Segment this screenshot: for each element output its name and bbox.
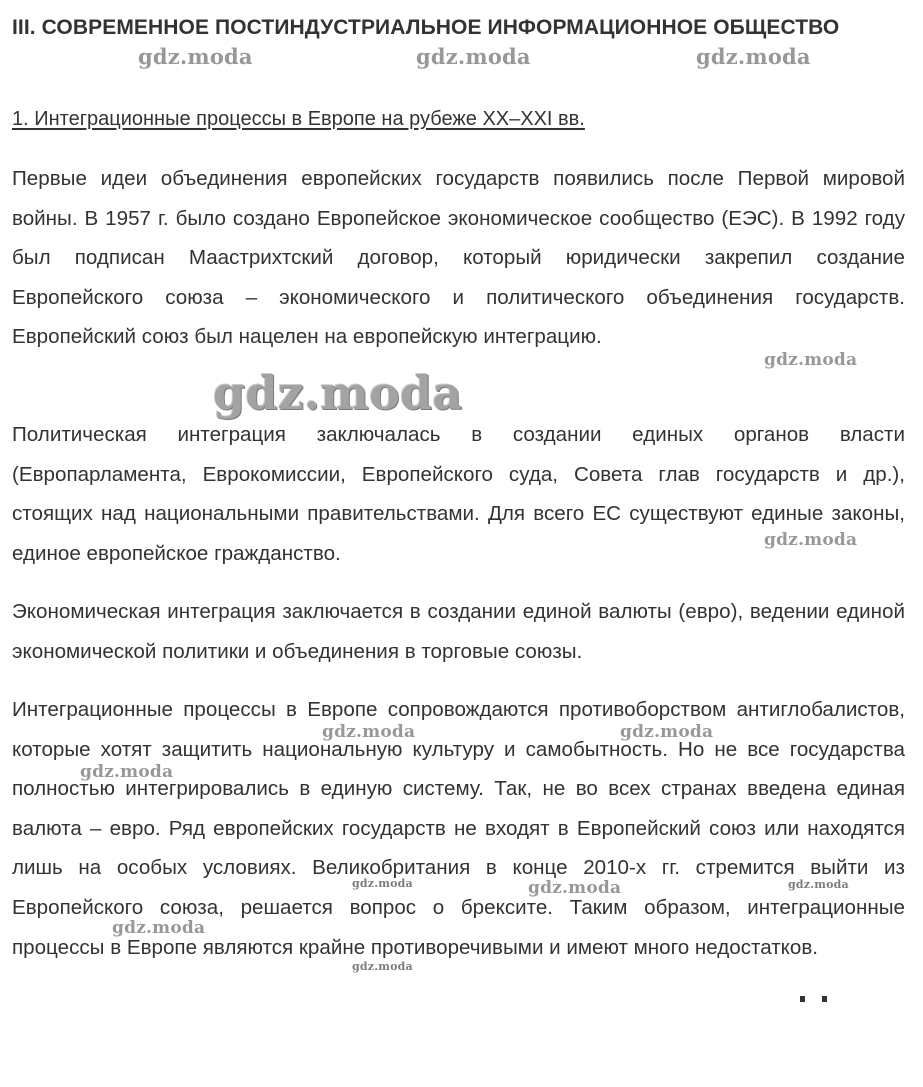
paragraph-origins: Первые идеи объединения европейских государств появились после Первой мировой войны. В 1957 г. было создано Европейское экономическое сообщество (ЕЭС). В 1992 году был подписан Маастрихтский договор, который юридически закрепил создание Европейского союза – экономического и политического объединения государств. Европейский союз был нацелен на европейскую интеграцию. [12,167,905,349]
section-title: III. СОВРЕМЕННОЕ ПОСТИНДУСТРИАЛЬНОЕ ИНФОРМАЦИОННОЕ ОБЩЕСТВО [12,16,840,39]
watermark-logo: gdz.moda [138,44,253,69]
watermark-logo: gdz.moda [696,44,811,69]
watermark-logo: gdz.moda [528,878,622,898]
watermark-logo: gdz.moda [80,762,174,782]
watermark-logo: gdz.moda [112,918,206,938]
watermark-logo: gdz.moda [352,877,413,890]
watermark-logo: gdz.moda [620,722,714,742]
watermark-logo: gdz.moda [764,530,858,550]
watermark-logo: gdz.moda [764,350,858,370]
paragraph-political-integration: Политическая интеграция заключалась в создании единых органов власти (Европарламента, Еврокомиссии, Европейского суда, Совета глав государств и др.), стоящих над национальными правительствами. Для всего ЕС существуют единые законы, единое европейское гражданство. [12,423,905,565]
artifact-dot [800,996,805,1002]
watermark-logo: gdz.moda [352,960,413,973]
watermark-logo: gdz.moda [322,722,416,742]
paragraph-contradictions: Интеграционные процессы в Европе сопровождаются противоборством антиглобалистов, которые хотят защитить национальную культуру и самобытность. Но не все государства полностью интегрировались в единую систему. Так, не во всех странах введена единая валюта – евро. Ряд европейских государств не входят в Европейский союз или находятся лишь на особых условиях. Великобритания в конце 2010-х гг. стремится выйти из Европейского союза, решается вопрос о брексите. Таким образом, интеграционные процессы в Европе являются крайне противоречивыми и имеют много недостатков. [12,698,905,959]
watermark-logo: gdz.moda [788,878,849,891]
artifact-dot [822,996,827,1002]
watermark-logo: gdz.moda [416,44,531,69]
paragraph-economic-integration: Экономическая интеграция заключается в создании единой валюты (евро), ведении единой экономической политики и объединения в торговые союзы. [12,600,905,663]
watermark-logo: gdz.moda [213,366,463,420]
topic-title: 1. Интеграционные процессы в Европе на рубеже XX–XXI вв. [12,108,585,130]
